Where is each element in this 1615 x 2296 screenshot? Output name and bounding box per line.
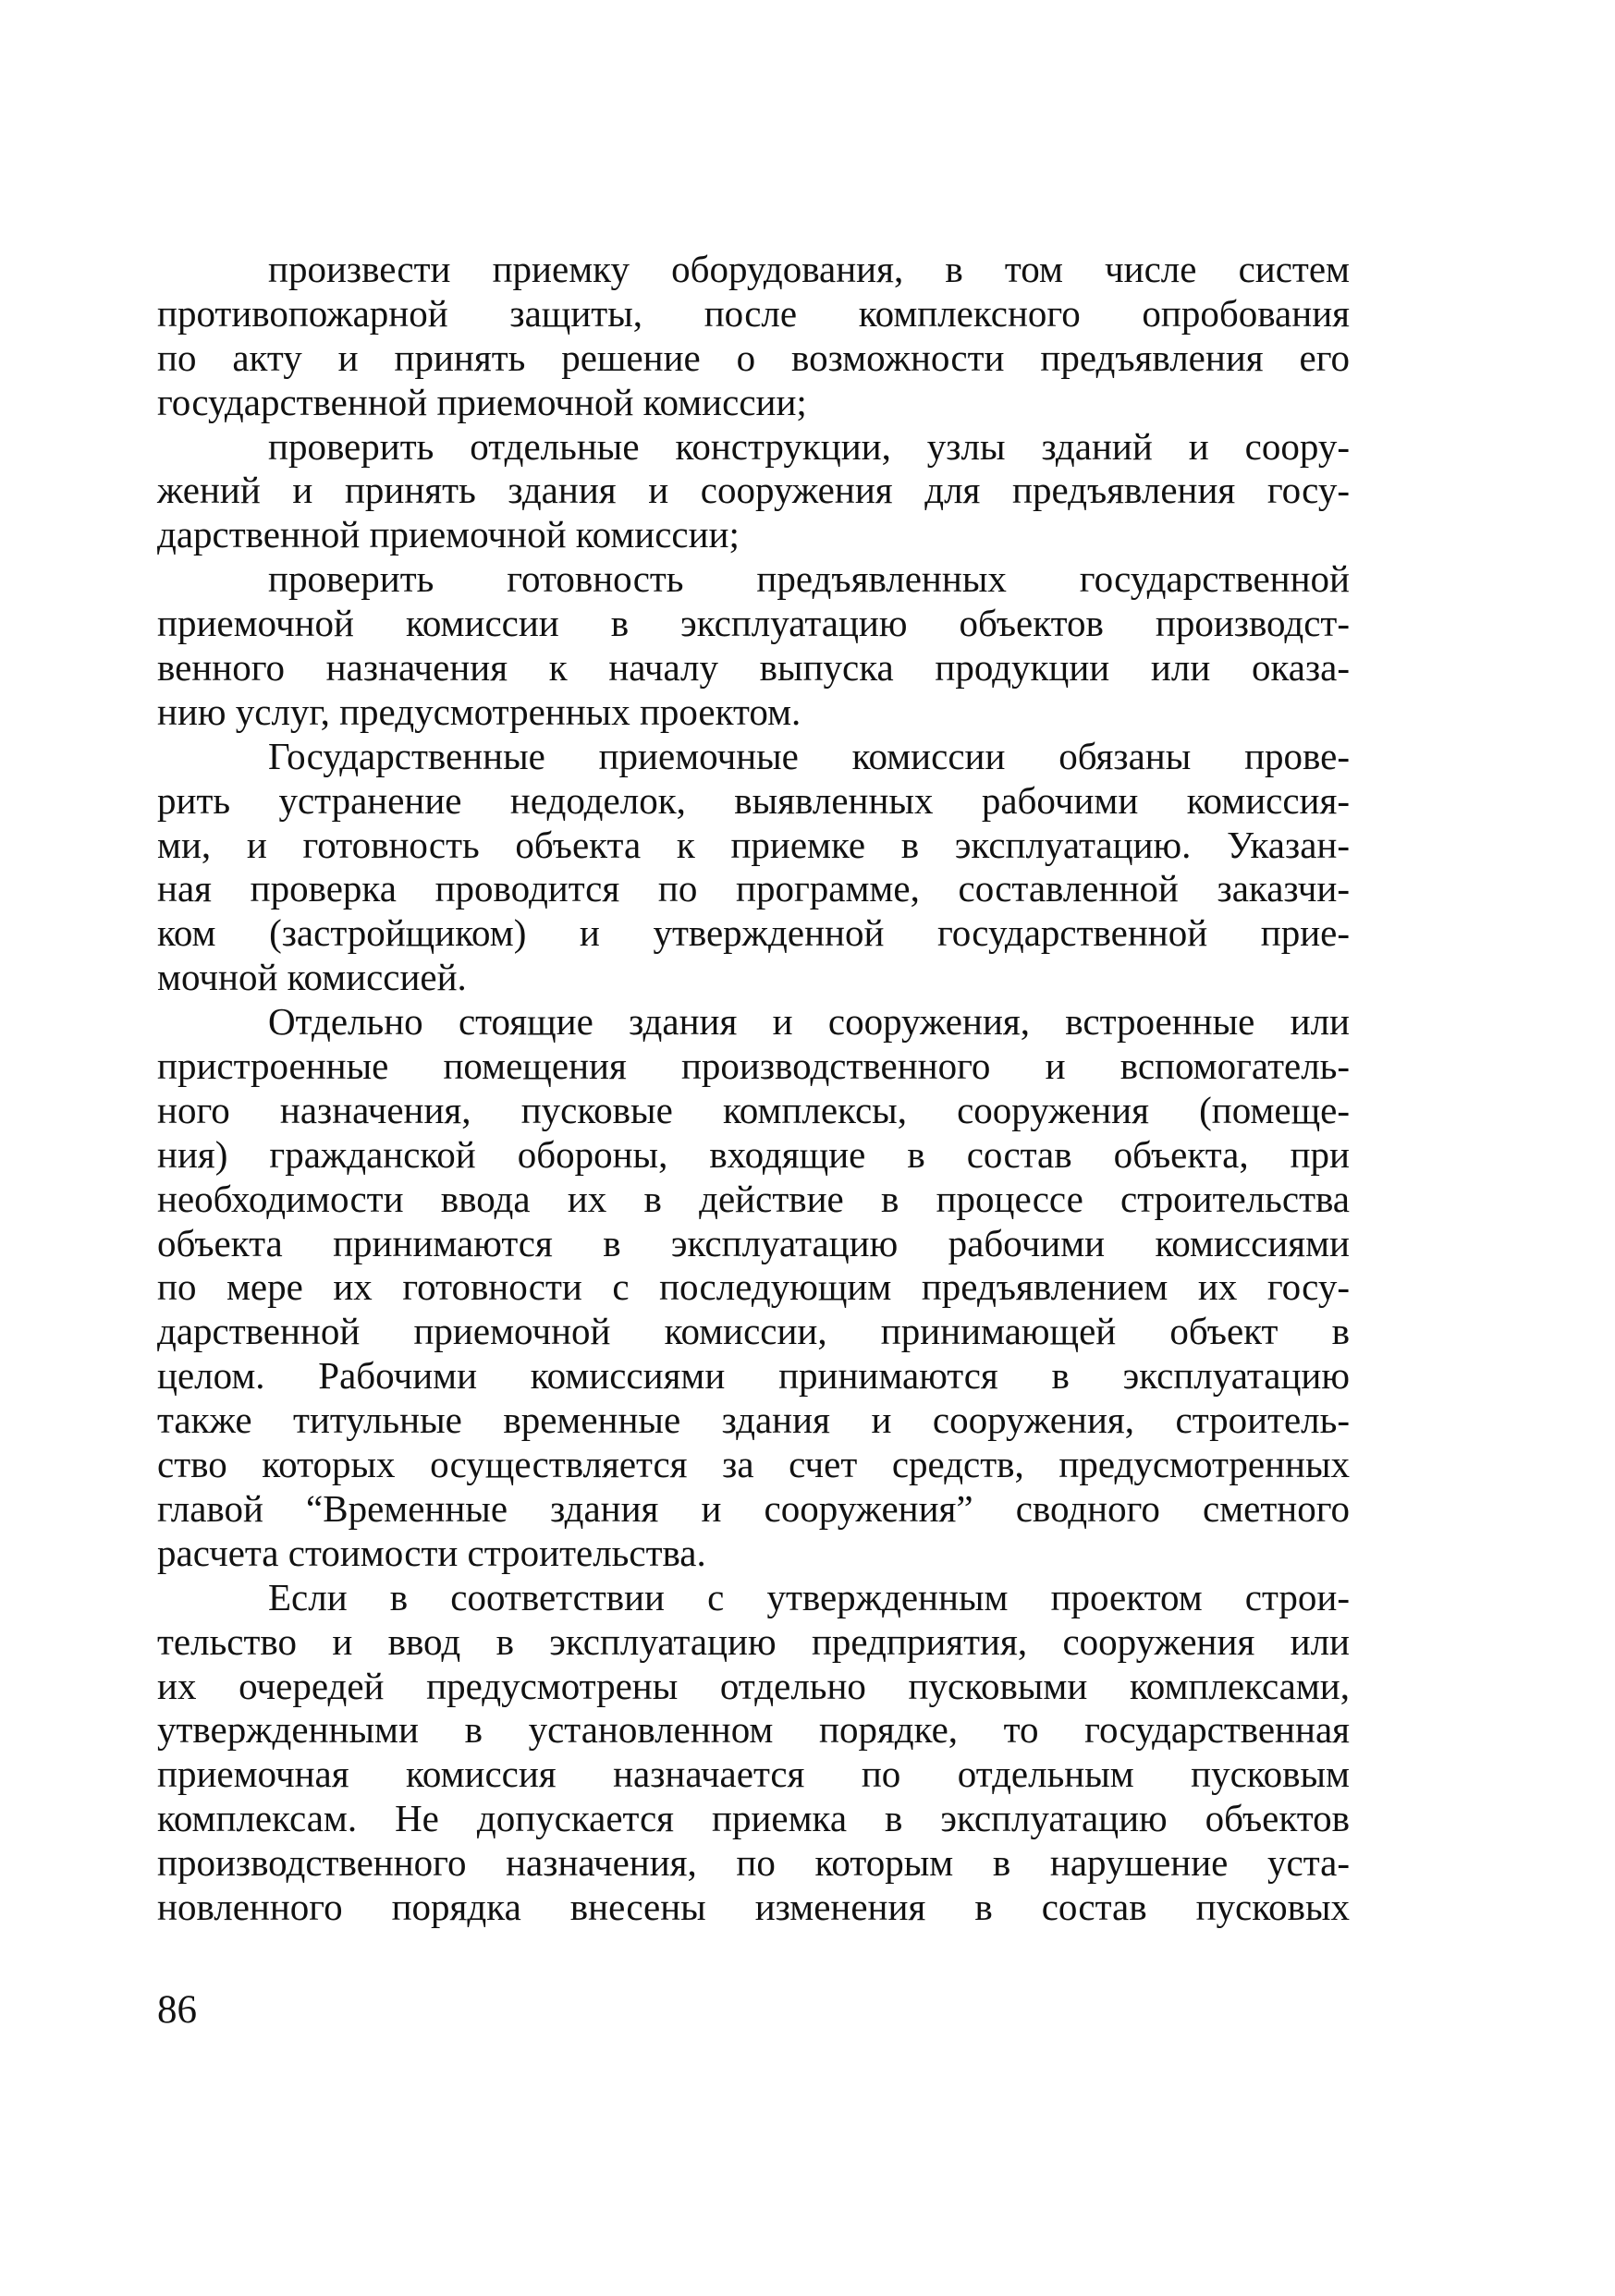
text-line: проверить готовность предъявленных государственной (268, 557, 1350, 601)
text-line: нию услуг, предусмотренных проектом. (157, 690, 801, 733)
text-line: ми, и готовность объекта к приемке в эксплуатацию. Указан- (157, 823, 1350, 866)
text-line: жений и принять здания и сооружения для предъявления госу- (157, 469, 1350, 512)
text-line: Государственные приемочные комиссии обязаны прове- (268, 734, 1350, 777)
text-line: ком (застройщиком) и утвержденной государственной прие- (157, 911, 1350, 955)
text-line: ного назначения, пусковые комплексы, сооружения (помеще- (157, 1088, 1350, 1131)
body-text (157, 248, 1350, 1930)
text-line: по акту и принять решение о возможности предъявления его (157, 336, 1350, 379)
text-line: приемочной комиссии в эксплуатацию объектов производст- (157, 602, 1350, 645)
text-line: также титульные временные здания и сооружения, строитель- (157, 1398, 1350, 1442)
text-line: целом. Рабочими комиссиями принимаются в эксплуатацию (157, 1354, 1350, 1398)
text-line: проверить отдельные конструкции, узлы зданий и соору- (268, 424, 1350, 468)
text-line: Отдельно стоящие здания и сооружения, встроенные или (268, 1000, 1350, 1044)
text-line: государственной приемочной комиссии; (157, 380, 807, 423)
text-line: рить устранение недоделок, выявленных рабочими комиссия- (157, 778, 1350, 822)
text-line: утвержденными в установленном порядке, то государственная (157, 1708, 1350, 1752)
text-line: тельство и ввод в эксплуатацию предприятия, сооружения или (157, 1619, 1350, 1663)
text-line: расчета стоимости строительства. (157, 1531, 706, 1574)
text-line: ния) гражданской обороны, входящие в состав объекта, при (157, 1132, 1350, 1176)
text-line: главой “Временные здания и сооружения” сводного сметного (157, 1486, 1350, 1530)
text-line: пристроенные помещения производственного и вспомогатель- (157, 1044, 1350, 1088)
text-line: ство которых осуществляется за счет средств, предусмотренных (157, 1443, 1350, 1486)
text-line: произвести приемку оборудования, в том числе систем (268, 248, 1350, 290)
text-line: необходимости ввода их в действие в процессе строительства (157, 1177, 1350, 1220)
text-line: по мере их готовности с последующим предъявлением их госу- (157, 1265, 1350, 1309)
text-line: венного назначения к началу выпуска продукции или оказа- (157, 646, 1350, 690)
text-line: объекта принимаются в эксплуатацию рабочими комиссиями (157, 1221, 1350, 1264)
text-line: Если в соответствии с утвержденным проектом строи- (268, 1575, 1350, 1618)
text-line: комплексам. Не допускается приемка в эксплуатацию объектов (157, 1797, 1350, 1840)
text-line: ная проверка проводится по программе, составленной заказчи- (157, 867, 1350, 910)
text-line: мочной комиссией. (157, 956, 467, 999)
text-line: дарственной приемочной комиссии, принимающей объект в (157, 1310, 1350, 1353)
text-line: их очередей предусмотрены отдельно пусковыми комплексами, (157, 1664, 1350, 1707)
text-line: приемочная комиссия назначается по отдельным пусковым (157, 1753, 1350, 1796)
text-line: производственного назначения, по которым в нарушение уста- (157, 1841, 1350, 1885)
page-number: 86 (157, 1988, 197, 2032)
text-line: дарственной приемочной комиссии; (157, 513, 740, 556)
text-line: новленного порядка внесены изменения в состав пусковых (157, 1885, 1350, 1928)
text-line: противопожарной защиты, после комплексного опробования (157, 291, 1350, 335)
